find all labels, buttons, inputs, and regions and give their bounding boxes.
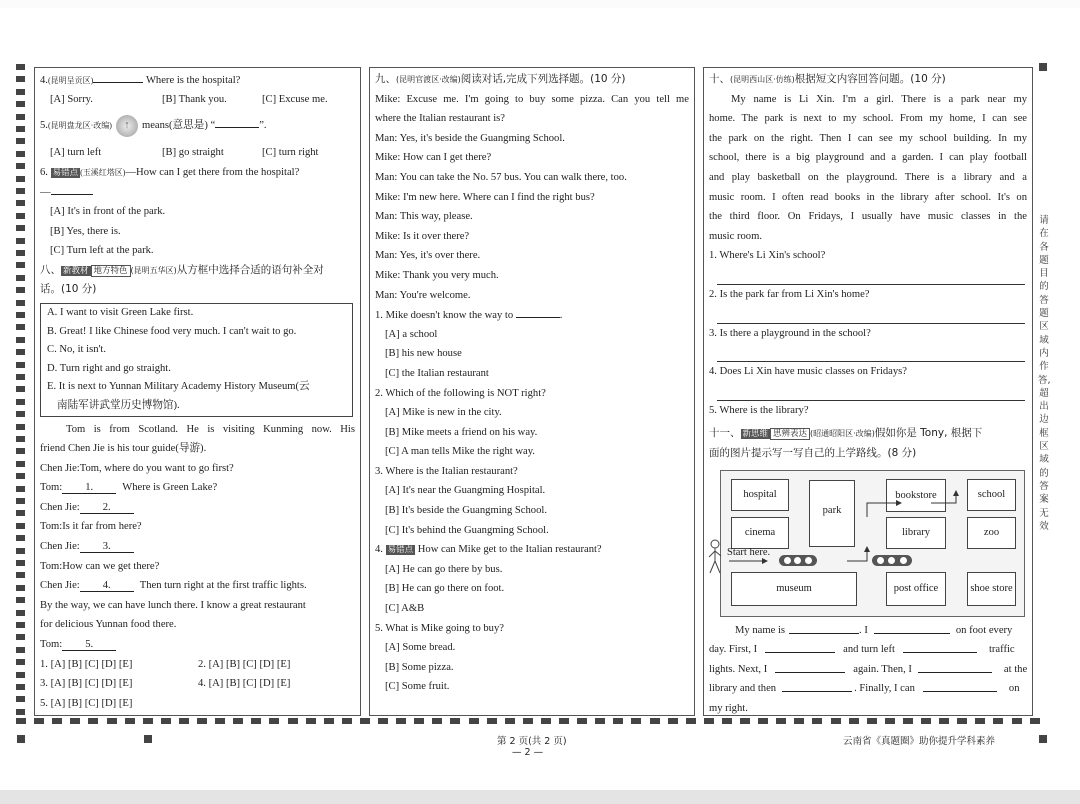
dialogue-line: Mike: I'm new here. Where can I find the right bus?	[375, 191, 595, 203]
timing-mark	[885, 718, 895, 724]
brand-slogan: 云南省《真题圈》助你提升学科素养	[843, 736, 996, 747]
timing-mark	[161, 718, 171, 724]
passage-line: home. The park is next to my school. From my home, I can see	[709, 113, 1027, 125]
passage-line: the park on the right. Then I can see my school building. In my	[709, 132, 1027, 144]
timing-mark	[776, 718, 786, 724]
option[interactable]: [C] It's behind the Guangming School.	[385, 524, 549, 536]
option-a[interactable]: [A] turn left	[50, 147, 102, 159]
option[interactable]: [A] Mike is new in the city.	[385, 407, 502, 419]
question-5: 5.(昆明盘龙区·改编) ↑ means(意思是) “ ”.	[40, 109, 355, 143]
timing-mark	[16, 424, 25, 430]
dialogue-line	[40, 498, 355, 518]
passage-line: music room. I often read books in the library after school. It's on	[709, 191, 1027, 203]
timing-mark	[16, 188, 25, 194]
writing-blank[interactable]	[918, 660, 992, 673]
option-b[interactable]: [B] go straight	[162, 147, 224, 159]
timing-mark	[1012, 718, 1022, 724]
timing-mark	[16, 349, 25, 355]
timing-mark	[595, 718, 605, 724]
answer-line[interactable]	[717, 343, 1025, 362]
intro-line: friend Chen Jie is his tour guide(导游).	[40, 443, 207, 455]
intro-line: Tom is from Scotland. He is visiting Kunming now. His	[66, 423, 355, 435]
timing-mark	[16, 324, 25, 330]
question-text: 1. Mike doesn't know the way to	[375, 310, 514, 322]
map-bookstore: bookstore	[886, 479, 946, 512]
answer-choices[interactable]: 4. [A] [B] [C] [D] [E]	[198, 678, 291, 690]
writing-line: library and then . Finally, I can on	[709, 679, 1027, 699]
dialogue-line: Man: You're welcome.	[375, 289, 471, 301]
question-text: How can Mike get to the Italian restaurant?	[417, 544, 602, 556]
question-5-options	[40, 143, 355, 163]
writing-blank[interactable]	[789, 621, 859, 634]
section-8-heading: 八、 新教材 地方特色 (昆明五华区)从方框中选择合适的语句补全对	[40, 263, 324, 276]
speaker: Chen Jie:	[40, 580, 80, 592]
question-text: 3. Where is the Italian restaurant?	[375, 465, 518, 477]
dialogue-line	[40, 478, 355, 498]
answer-choices[interactable]: 2. [A] [B] [C] [D] [E]	[198, 658, 291, 670]
section-9-heading: 九、(昆明官渡区·改编)阅读对话,完成下列选择题。(10 分)	[375, 73, 626, 85]
timing-mark	[16, 76, 25, 82]
choice-c: C. No, it isn't.	[47, 344, 107, 356]
timing-mark	[378, 718, 388, 724]
timing-mark	[396, 718, 406, 724]
option[interactable]: [B] his new house	[385, 348, 462, 360]
timing-mark	[469, 718, 479, 724]
timing-mark	[577, 718, 587, 724]
question: 1. Where's Li Xin's school?	[709, 250, 826, 262]
timing-mark	[16, 89, 25, 95]
timing-mark	[740, 718, 750, 724]
column-right	[703, 67, 1033, 716]
dialogue-line: for delicious Yunnan food there.	[40, 619, 177, 631]
choice-d: D. Turn right and go straight.	[47, 362, 171, 374]
timing-mark	[16, 386, 25, 392]
map-school: school	[967, 479, 1016, 511]
timing-mark	[16, 250, 25, 256]
option[interactable]: [A] a school	[385, 328, 438, 340]
answer-choices[interactable]: 3. [A] [B] [C] [D] [E]	[40, 678, 133, 690]
choice-box	[40, 303, 353, 417]
timing-mark	[16, 585, 25, 591]
timing-mark	[16, 225, 25, 231]
tag-badge: 易错点	[52, 167, 79, 178]
answer-line[interactable]	[717, 382, 1025, 401]
dialogue-line: Mike: Excuse me. I'm going to buy some pizza. Can you tell me	[375, 93, 689, 105]
timing-mark	[16, 64, 25, 70]
dialogue-text: How can we get there?	[62, 560, 160, 572]
question: 2. Is the park far from Li Xin's home?	[709, 288, 870, 300]
writing-line: my right.	[709, 702, 748, 714]
dialogue-line	[40, 517, 355, 537]
question-text: 4.	[375, 544, 383, 556]
writing-line: My name is . I on foot every	[709, 621, 1027, 641]
writing-blank[interactable]	[782, 679, 852, 692]
dialogue-line: Mike: How can I get there?	[375, 152, 492, 164]
page-indicator: 第 2 页(共 2 页)	[497, 736, 567, 747]
timing-mark	[269, 718, 279, 724]
timing-mark	[16, 560, 25, 566]
timing-mark	[16, 548, 25, 554]
dialogue-line: Man: Yes, it's over there.	[375, 250, 481, 262]
timing-mark	[505, 718, 515, 724]
timing-mark	[16, 718, 26, 724]
option[interactable]: [A] It's near the Guangming Hospital.	[385, 485, 546, 497]
dialogue-text: Then turn right at the first traffic lights.	[139, 580, 307, 592]
timing-mark	[16, 238, 25, 244]
start-label: Start here.	[727, 546, 771, 558]
timing-mark	[288, 718, 298, 724]
timing-mark	[16, 672, 25, 678]
timing-mark	[1039, 63, 1047, 71]
timing-mark	[758, 718, 768, 724]
answer-choices[interactable]: 1. [A] [B] [C] [D] [E]	[40, 658, 133, 670]
timing-mark	[704, 718, 714, 724]
dialogue-line: Man: This way, please.	[375, 211, 473, 223]
timing-mark	[613, 718, 623, 724]
answer-blank[interactable]	[51, 182, 93, 195]
option[interactable]: [C] Some fruit.	[385, 681, 450, 693]
question-text: 5. What is Mike going to buy?	[375, 622, 504, 634]
option-c[interactable]: [C] turn right	[262, 147, 319, 159]
speaker: Tom:	[40, 482, 63, 494]
timing-mark	[360, 718, 370, 724]
timing-mark	[197, 718, 207, 724]
timing-mark	[16, 138, 25, 144]
timing-mark	[812, 718, 822, 724]
writing-blank[interactable]	[923, 679, 997, 692]
timing-mark	[16, 610, 25, 616]
passage-line: school, there is a big playground and a garden. I can play football	[709, 152, 1027, 164]
option-b[interactable]: [B] Thank you.	[162, 93, 227, 105]
question: 5. Where is the library?	[709, 404, 809, 416]
passage-line: music room.	[709, 230, 762, 242]
writing-blank[interactable]	[874, 621, 950, 634]
timing-mark	[16, 659, 25, 665]
timing-mark	[631, 718, 641, 724]
timing-mark	[16, 473, 25, 479]
option-a[interactable]: [A] Sorry.	[50, 93, 93, 105]
question: 3. Is there a playground in the school?	[709, 327, 871, 339]
column-left	[34, 67, 361, 716]
timing-mark	[975, 718, 985, 724]
side-instruction: 请在各题目的答题区域内作答,超出边框区域的答案无效	[1038, 215, 1051, 532]
question	[375, 540, 689, 560]
timing-mark	[233, 718, 243, 724]
timing-mark	[16, 176, 25, 182]
question-6: 6. 易错点 (玉溪红塔区)—How can I get there from the hospital?	[40, 166, 300, 178]
timing-mark	[16, 374, 25, 380]
map-hospital: hospital	[731, 479, 789, 511]
timing-mark	[215, 718, 225, 724]
dialogue-line	[40, 557, 355, 577]
passage-line: My name is Li Xin. I'm a girl. There is a park near my	[731, 93, 1027, 105]
timing-mark	[432, 718, 442, 724]
answer-blank[interactable]	[215, 115, 259, 128]
section-11-heading-cont: 面的图片提示写一写自己的上学路线。(8 分)	[709, 446, 917, 459]
timing-mark	[414, 718, 424, 724]
dialogue-text: Where is Green Lake?	[122, 482, 218, 494]
question	[375, 462, 689, 482]
timing-mark	[16, 647, 25, 653]
route-map	[720, 470, 1025, 617]
dialogue-text: Tom, where do you want to go first?	[79, 462, 234, 474]
timing-mark	[650, 718, 660, 724]
timing-mark	[921, 718, 931, 724]
map-library: library	[886, 517, 946, 549]
dialogue-line: Mike: Is it over there?	[375, 230, 470, 242]
answer-sheet-row	[40, 674, 355, 694]
timing-mark	[125, 718, 135, 724]
timing-mark	[342, 718, 352, 724]
map-zoo: zoo	[967, 517, 1016, 549]
writing-blank[interactable]	[765, 640, 835, 653]
dialogue-line: By the way, we can have lunch there. I know a great restaurant	[40, 599, 306, 611]
timing-mark	[541, 718, 551, 724]
timing-mark	[143, 718, 153, 724]
writing-line: lights. Next, I again. Then, I at the	[709, 660, 1027, 680]
dialogue-line	[40, 459, 355, 479]
choice-b: B. Great! I like Chinese food very much. I can't wait to go.	[47, 325, 297, 337]
timing-mark	[16, 101, 25, 107]
answer-sheet-row	[40, 694, 355, 714]
timing-mark	[324, 718, 334, 724]
passage-line: and play basketball on the playground. There is a library and a	[709, 171, 1027, 183]
speaker: Chen Jie:	[40, 462, 80, 474]
passage-line: the third floor. On Fridays, I usually have music classes in the	[709, 211, 1027, 223]
answer-line[interactable]	[717, 266, 1025, 285]
option[interactable]: [C] A&B	[385, 603, 425, 615]
timing-mark	[487, 718, 497, 724]
map-cinema: cinema	[731, 517, 789, 549]
question	[375, 305, 689, 325]
timing-mark	[1039, 735, 1047, 743]
question-4-options	[40, 90, 355, 110]
timing-mark	[16, 461, 25, 467]
timing-mark	[16, 411, 25, 417]
option[interactable]: [A] He can go there by bus.	[385, 563, 503, 575]
map-park: park	[809, 480, 855, 547]
option[interactable]: [A] Some bread.	[385, 642, 456, 654]
option[interactable]: [B] He can go there on foot.	[385, 583, 505, 595]
route-arrows-icon	[721, 471, 1031, 616]
timing-mark	[16, 436, 25, 442]
answer-blank[interactable]	[93, 70, 143, 83]
speaker: Chen Jie:	[40, 541, 80, 553]
timing-mark	[16, 114, 25, 120]
timing-mark	[794, 718, 804, 724]
answer-choices[interactable]: 5. [A] [B] [C] [D] [E]	[40, 697, 133, 709]
timing-mark	[16, 275, 25, 281]
timing-mark	[903, 718, 913, 724]
boy-figure-icon	[707, 539, 723, 575]
timing-mark	[179, 718, 189, 724]
option[interactable]: [C] the Italian restaurant	[385, 367, 489, 379]
choice-e: E. It is next to Yunnan Military Academy History Museum(云	[47, 381, 310, 393]
timing-mark	[16, 634, 25, 640]
timing-mark	[16, 151, 25, 157]
section-10-heading: 十、(昆明西山区·仿练)根据短文内容回答问题。(10 分)	[709, 73, 946, 85]
timing-mark	[16, 399, 25, 405]
timing-mark	[957, 718, 967, 724]
timing-mark	[16, 126, 25, 132]
timing-mark	[52, 718, 62, 724]
dialogue-line: Tom: 5.	[40, 635, 355, 655]
answer-blank[interactable]: 5.	[62, 638, 116, 651]
timing-mark	[17, 735, 25, 743]
timing-mark	[849, 718, 859, 724]
option[interactable]: [B] Some pizza.	[385, 661, 454, 673]
punct: .	[559, 310, 563, 322]
dialogue-line: Man: You can take the No. 57 bus. You can walk there, too.	[375, 171, 627, 183]
timing-mark	[450, 718, 460, 724]
dialogue-line: Mike: Thank you very much.	[375, 269, 499, 281]
answer-blank[interactable]: 4.	[80, 579, 134, 592]
timing-mark	[16, 684, 25, 690]
timing-mark	[16, 448, 25, 454]
timing-mark	[16, 622, 25, 628]
question-text: 2. Which of the following is NOT right?	[375, 387, 546, 399]
timing-mark	[16, 200, 25, 206]
answer-sheet-row	[40, 655, 355, 675]
answer-blank[interactable]: 2.	[80, 501, 134, 514]
timing-mark	[831, 718, 841, 724]
option[interactable]: [B] It's beside the Guangming School.	[385, 505, 547, 517]
map-post-office: post office	[886, 572, 946, 606]
option-c[interactable]: [C] Turn left at the park.	[50, 245, 154, 257]
tag-badge: 易错点	[387, 545, 414, 556]
writing-blank[interactable]	[775, 660, 845, 673]
timing-mark	[16, 337, 25, 343]
answer-blank[interactable]: 1.	[62, 481, 116, 494]
map-shoe-store: shoe store	[967, 572, 1016, 606]
dialogue-line	[40, 537, 355, 557]
timing-mark	[107, 718, 117, 724]
option-c[interactable]: [C] Excuse me.	[262, 93, 328, 105]
timing-mark	[16, 523, 25, 529]
timing-mark	[523, 718, 533, 724]
timing-mark	[16, 312, 25, 318]
question-6-blank: —	[40, 182, 355, 202]
timing-mark	[88, 718, 98, 724]
timing-mark	[559, 718, 569, 724]
dialogue-text: Is it far from here?	[62, 521, 142, 533]
option[interactable]: [B] Mike meets a friend on his way.	[385, 426, 538, 438]
page-number: — 2 —	[512, 747, 544, 758]
choice-a: A. I want to visit Green Lake first.	[47, 306, 194, 318]
timing-mark	[16, 213, 25, 219]
timing-mark	[16, 498, 25, 504]
option[interactable]: [C] A man tells Mike the right way.	[385, 446, 535, 458]
choice-e-cont: 南陆军讲武堂历史博物馆).	[57, 399, 180, 411]
option-b[interactable]: [B] Yes, there is.	[50, 225, 121, 237]
timing-mark	[16, 300, 25, 306]
timing-mark	[70, 718, 80, 724]
timing-mark	[867, 718, 877, 724]
timing-mark	[16, 597, 25, 603]
timing-mark	[722, 718, 732, 724]
timing-mark	[16, 163, 25, 169]
answer-blank[interactable]: 3.	[80, 540, 134, 553]
timing-mark	[16, 535, 25, 541]
option-a[interactable]: [A] It's in front of the park.	[50, 205, 166, 217]
dialogue-line: where the Italian restaurant is?	[375, 113, 506, 125]
background-band	[0, 790, 1080, 804]
timing-mark	[16, 362, 25, 368]
timing-mark	[668, 718, 678, 724]
timing-mark	[16, 572, 25, 578]
timing-mark	[686, 718, 696, 724]
question	[375, 619, 689, 639]
column-middle	[369, 67, 695, 716]
question	[375, 384, 689, 404]
answer-blank[interactable]	[516, 305, 560, 318]
timing-mark	[144, 735, 152, 743]
speaker: Tom:	[40, 560, 63, 572]
timing-mark	[16, 696, 25, 702]
map-museum: museum	[731, 572, 857, 606]
timing-mark	[993, 718, 1003, 724]
timing-mark	[16, 486, 25, 492]
go-straight-sign-icon: ↑	[116, 115, 138, 137]
timing-mark	[16, 510, 25, 516]
dialogue-line	[40, 576, 355, 596]
timing-mark	[34, 718, 44, 724]
writing-line: day. First, I and turn left traffic	[709, 640, 1027, 660]
timing-mark	[1030, 718, 1040, 724]
timing-mark	[16, 287, 25, 293]
speaker: Chen Jie:	[40, 501, 80, 513]
timing-mark	[306, 718, 316, 724]
section-11-heading: 十一、 新思维 思辨表达 (昭通昭阳区·改编)假如你是 Tony, 根据下	[709, 427, 983, 440]
timing-mark	[16, 262, 25, 268]
question: 4. Does Li Xin have music classes on Fridays?	[709, 366, 908, 378]
timing-mark	[16, 709, 25, 715]
answer-line[interactable]	[717, 305, 1025, 324]
writing-blank[interactable]	[903, 640, 977, 653]
dialogue-line: Man: Yes, it's beside the Guangming School.	[375, 132, 565, 144]
section-8-heading-cont: 话。(10 分)	[40, 283, 97, 296]
question-4: 4.(昆明呈贡区) Where is the hospital?	[40, 70, 355, 90]
speaker: Tom:	[40, 521, 63, 533]
timing-mark	[939, 718, 949, 724]
timing-mark	[251, 718, 261, 724]
